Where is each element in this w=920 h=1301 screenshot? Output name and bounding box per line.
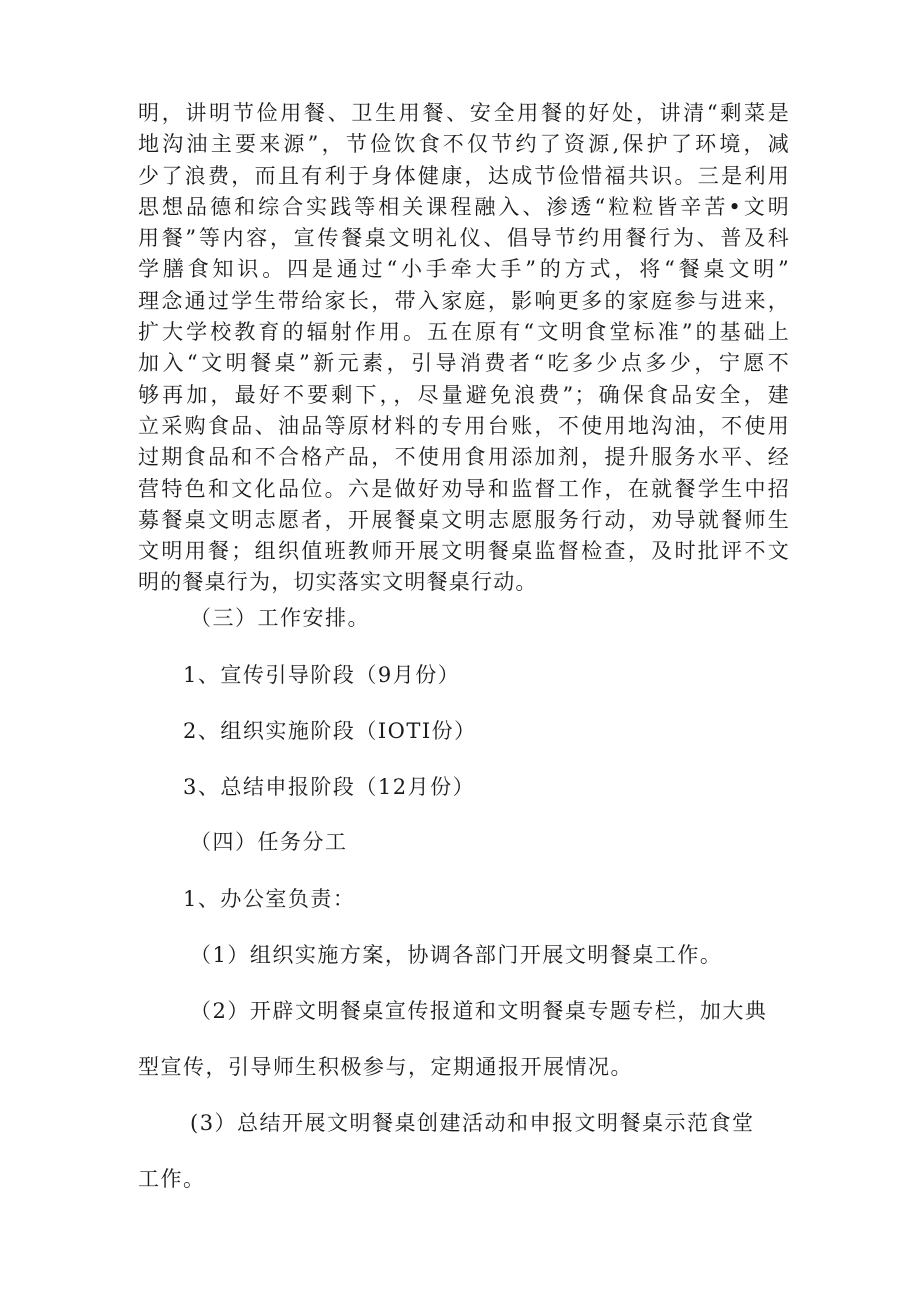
body-paragraph <box>138 98 790 599</box>
paragraph-line: 明的餐桌行为，切实落实文明餐桌行动。 <box>138 570 538 595</box>
task-item-continued: 工作。 <box>138 1167 206 1191</box>
task-item: (3）总结开展文明餐桌创建活动和申报文明餐桌示范食堂 <box>190 1111 755 1135</box>
paragraph-line: 思想品德和综合实践等相关课程融入、渗透“粒粒皆辛苦•文明 <box>138 194 790 219</box>
task-item-continued: 型宣传，引导师生积极参与，定期通报开展情况。 <box>138 1055 633 1079</box>
paragraph-line: 过期食品和不合格产品，不使用食用添加剂，提升服务水平、经 <box>138 445 790 470</box>
paragraph-line: 理念通过学生带给家长，带入家庭，影响更多的家庭参与进来， <box>138 288 790 313</box>
task-item: （2）开辟文明餐桌宣传报道和文明餐桌专题专栏，加大典 <box>190 999 768 1023</box>
schedule-item: 2、组织实施阶段（IOTI份） <box>183 719 477 743</box>
paragraph-line: 少了浪费，而且有利于身体健康，达成节俭惜福共识。三是利用 <box>138 163 790 188</box>
paragraph-line: 地沟油主要来源”，节俭饮食不仅节约了资源,保护了环境，减 <box>138 132 790 157</box>
paragraph-line: 立采购食品、油品等原材料的专用台账，不使用地沟油，不使用 <box>138 413 790 438</box>
paragraph-line: 募餐桌文明志愿者，开展餐桌文明志愿服务行动，劝导就餐师生 <box>138 507 790 532</box>
paragraph-line: 学膳食知识。四是通过“小手牵大手”的方式，将“餐桌文明” <box>138 257 790 282</box>
sub-heading-office: 1、办公室负责： <box>183 887 356 911</box>
paragraph-line: 够再加，最好不要剩下，，尽量避免浪费”；确保食品安全，建 <box>138 382 790 407</box>
paragraph-line: 明，讲明节俭用餐、卫生用餐、安全用餐的好处，讲清“剩菜是 <box>138 101 790 125</box>
task-item: （1）组织实施方案，协调各部门开展文明餐桌工作。 <box>190 943 723 967</box>
paragraph-line: 用餐”等内容，宣传餐桌文明礼仪、倡导节约用餐行为、普及科 <box>138 226 790 251</box>
paragraph-line: 文明用餐；组织值班教师开展文明餐桌监督检查，及时批评不文 <box>138 539 790 564</box>
paragraph-line: 加入“文明餐桌”新元素，引导消费者“吃多少点多少，宁愿不 <box>138 351 790 376</box>
section-heading-task-division: （四）任务分工 <box>190 830 348 854</box>
paragraph-line: 扩大学校教育的辐射作用。五在原有“文明食堂标准”的基础上 <box>138 320 790 345</box>
paragraph-line: 营特色和文化品位。六是做好劝导和监督工作，在就餐学生中招 <box>138 476 790 501</box>
section-heading-work-arrangement: （三）工作安排。 <box>190 606 370 630</box>
schedule-item: 3、总结申报阶段（12月份） <box>183 775 476 799</box>
schedule-item: 1、宣传引导阶段（9月份） <box>183 663 461 687</box>
